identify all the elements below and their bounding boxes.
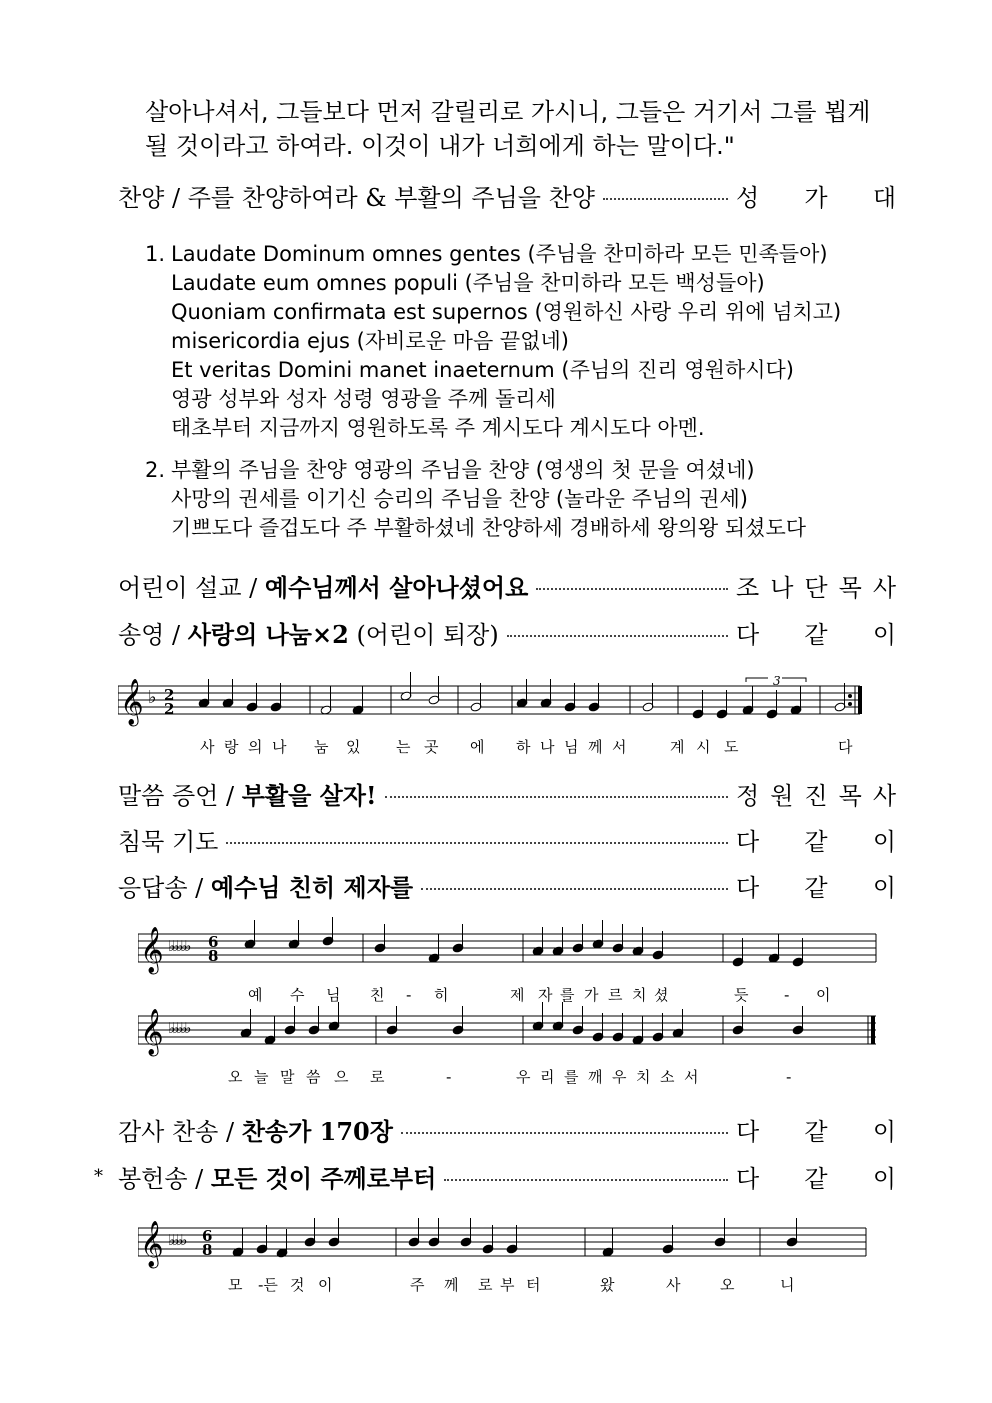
lyric-syllable: 오 [228,1068,243,1086]
lyric-syllable: 는 [396,738,411,756]
lyric-syllable: 씀 [306,1068,321,1086]
anthem-label: 찬양 / 주를 찬양하여라 & 부활의 주님을 찬양 [118,183,595,212]
lyric-syllable: 터 [526,1276,541,1294]
verse-line: Laudate eum omnes populi (주님을 찬미하라 모든 백성들아) [171,271,765,295]
lyric-syllable: 모 [228,1276,243,1294]
sermon-preacher: 정 원 진 목 사 [736,781,896,810]
lyric-syllable: 늘 [254,1068,269,1086]
sermon-title: 부활을 살자! [241,780,377,810]
order-item-response [118,868,896,902]
order-item-thanks-hymn [118,1112,896,1146]
lyric-syllable: 로 [478,1276,493,1294]
response-prefix: 응답송 / [118,873,211,902]
lyric-syllable: 계 [670,738,685,756]
anthem-performer: 성 가 대 [736,183,896,212]
time-signature-bottom: 8 [202,1241,213,1259]
flat-signs-icon: ♭♭♭♭♭ [168,937,189,955]
verse-line: Laudate Dominum omnes gentes (주님을 찬미하라 모든 민족들아) [171,242,828,266]
prayer-performer: 다 같 이 [736,827,896,856]
music-score-response [138,916,878,1096]
intro-line-1: 살아나셔서, 그들보다 먼저 갈릴리로 가시니, 그들은 거기서 그를 뵙게 [145,98,871,126]
lyric-syllable: 우 [612,1068,627,1086]
lyric-syllable: 셨 [654,986,669,1004]
lyric-syllable: 우 [516,1068,531,1086]
time-signature-top: 6 [202,1227,213,1245]
offering-performer: 다 같 이 [736,1164,896,1193]
lyric-syllable: 께 [588,738,603,756]
verse-line: 부활의 주님을 찬양 영광의 주님을 찬양 (영생의 첫 문을 여셨네) [171,458,755,482]
lyric-syllable: 으 [334,1068,349,1086]
lyric-syllable: 수 [290,986,305,1004]
dot-leader [401,1132,728,1134]
lyric-syllable: 의 [248,738,263,756]
verse-line: Quoniam confirmata est supernos (영원하신 사랑 우리 위에 넘치고) [171,300,842,324]
doxology-prefix: 송영 / [118,620,188,649]
lyric-syllable: 하 [516,738,531,756]
order-item-offering [118,1159,896,1193]
time-signature-bottom: 8 [208,947,219,965]
lyric-syllable: -든 [258,1276,278,1294]
verse-line: 기쁘도다 즐겁도다 주 부활하셨네 찬양하세 경배하세 왕의왕 되셨도다 [171,516,807,540]
lyric-syllable: 오 [720,1276,735,1294]
thanks-prefix: 감사 찬송 / [118,1117,242,1146]
lyric-syllable: 이 [318,1276,333,1294]
time-signature-bottom: 2 [164,700,175,718]
hymn-verse-2 [145,456,806,543]
time-signature-top: 6 [208,933,219,951]
treble-clef-icon: 𝄞 [140,1221,164,1267]
time-signature-top: 2 [164,686,175,704]
treble-clef-icon: 𝄞 [120,679,144,725]
lyric-syllable: 서 [612,738,627,756]
dot-leader [507,635,728,637]
triplet-number: 3 [773,674,781,688]
lyric-syllable: 있 [346,738,361,756]
lyric-syllable: 랑 [224,738,239,756]
lyric-syllable: 주 [410,1276,425,1294]
lyric-syllable: 다 [838,738,853,756]
lyric-syllable: 리 [540,1068,555,1086]
lyric-syllable: 를 [564,1068,579,1086]
response-title: 예수님 친히 제자를 [210,872,414,902]
dot-leader [536,588,728,590]
lyric-syllable: 이 [816,986,831,1004]
flat-sign-icon: ♭ [148,687,157,708]
treble-clef-icon: 𝄞 [140,1009,164,1055]
lyric-syllable: 가 [584,986,599,1004]
order-item-sermon [118,776,896,810]
lyric-syllable: - [784,986,790,1004]
lyric-syllable: 히 [434,986,449,1004]
standing-mark: * [94,1166,103,1187]
order-item-prayer [118,822,896,856]
dot-leader [444,1179,728,1181]
dot-leader [421,888,728,890]
lyric-syllable: 로 [370,1068,385,1086]
lyric-syllable: 소 [660,1068,675,1086]
verse-line: misericordia ejus (자비로운 마음 끝없네) [171,329,569,353]
doxology-title: 사랑의 나눔×2 [187,619,349,649]
flat-signs-icon: ♭♭♭♭ [168,1231,185,1249]
order-item-doxology [118,615,896,649]
hymn-verse-1 [145,240,841,443]
treble-clef-icon: 𝄞 [140,927,164,973]
children-sermon-title: 예수님께서 살아나셨어요 [264,572,529,602]
lyric-syllable: 께 [444,1276,459,1294]
children-sermon-preacher: 조 나 단 목 사 [736,573,896,602]
lyric-syllable: 에 [470,738,485,756]
lyric-syllable: 치 [632,986,647,1004]
lyric-syllable: 듯 [734,986,749,1004]
thanks-title: 찬송가 170장 [241,1116,393,1146]
lyric-syllable: 님 [564,738,579,756]
dot-leader [603,198,728,200]
lyric-syllable: 사 [200,738,215,756]
sermon-prefix: 말씀 증언 / [118,781,242,810]
lyric-syllable: 서 [684,1068,699,1086]
offering-prefix: 봉헌송 / [118,1164,211,1193]
lyric-syllable: 것 [290,1276,305,1294]
lyric-syllable: - [446,1068,452,1086]
children-sermon-prefix: 어린이 설교 / [118,573,265,602]
thanks-performer: 다 같 이 [736,1117,896,1146]
offering-title: 모든 것이 주께로부터 [210,1163,437,1193]
lyric-syllable: 예 [248,986,263,1004]
lyric-syllable: 도 [724,738,739,756]
lyric-syllable: 시 [696,738,711,756]
doxology-performer: 다 같 이 [736,620,896,649]
lyric-syllable: 자 [538,986,553,1004]
lyric-syllable: 나 [272,738,287,756]
intro-line-2: 될 것이라고 하여라. 이것이 내가 너희에게 하는 말이다." [145,132,735,160]
lyric-syllable: 깨 [588,1068,603,1086]
music-score-offering [138,1214,878,1304]
verse-line: Et veritas Domini manet inaeternum (주님의 진리 영원하시다) [171,358,795,382]
lyric-syllable: 치 [636,1068,651,1086]
verse-number: 2. [145,458,166,482]
lyric-syllable: - [406,986,412,1004]
lyric-syllable: 르 [608,986,623,1004]
lyric-syllable: 니 [780,1276,795,1294]
lyric-syllable: 제 [510,986,525,1004]
lyric-syllable: 왔 [600,1276,615,1294]
order-item-children-sermon [118,568,896,602]
lyric-syllable: 부 [500,1276,515,1294]
dot-leader [226,842,728,844]
order-item-anthem [118,178,896,212]
lyric-syllable: - [786,1068,792,1086]
verse-line: 영광 성부와 성자 성령 영광을 주께 돌리세 [171,387,556,411]
lyric-syllable: 말 [280,1068,295,1086]
verse-line: 사망의 권세를 이기신 승리의 주님을 찬양 (놀라운 주님의 권세) [171,487,748,511]
lyric-syllable: 눔 [314,738,329,756]
dot-leader [385,796,728,798]
verse-line: 태초부터 지금까지 영원하도록 주 계시도다 계시도다 아멘. [171,416,705,440]
lyric-syllable: 사 [666,1276,681,1294]
flat-signs-icon: ♭♭♭♭♭ [168,1019,189,1037]
lyric-syllable: 님 [326,986,341,1004]
lyric-syllable: 친 [370,986,385,1004]
music-score-doxology [118,672,878,762]
prayer-label: 침묵 기도 [118,827,219,856]
lyric-syllable: 나 [540,738,555,756]
verse-number: 1. [145,242,166,266]
response-performer: 다 같 이 [736,873,896,902]
lyric-syllable: 곳 [424,738,439,756]
lyric-syllable: 를 [560,986,575,1004]
doxology-suffix: (어린이 퇴장) [348,620,499,649]
